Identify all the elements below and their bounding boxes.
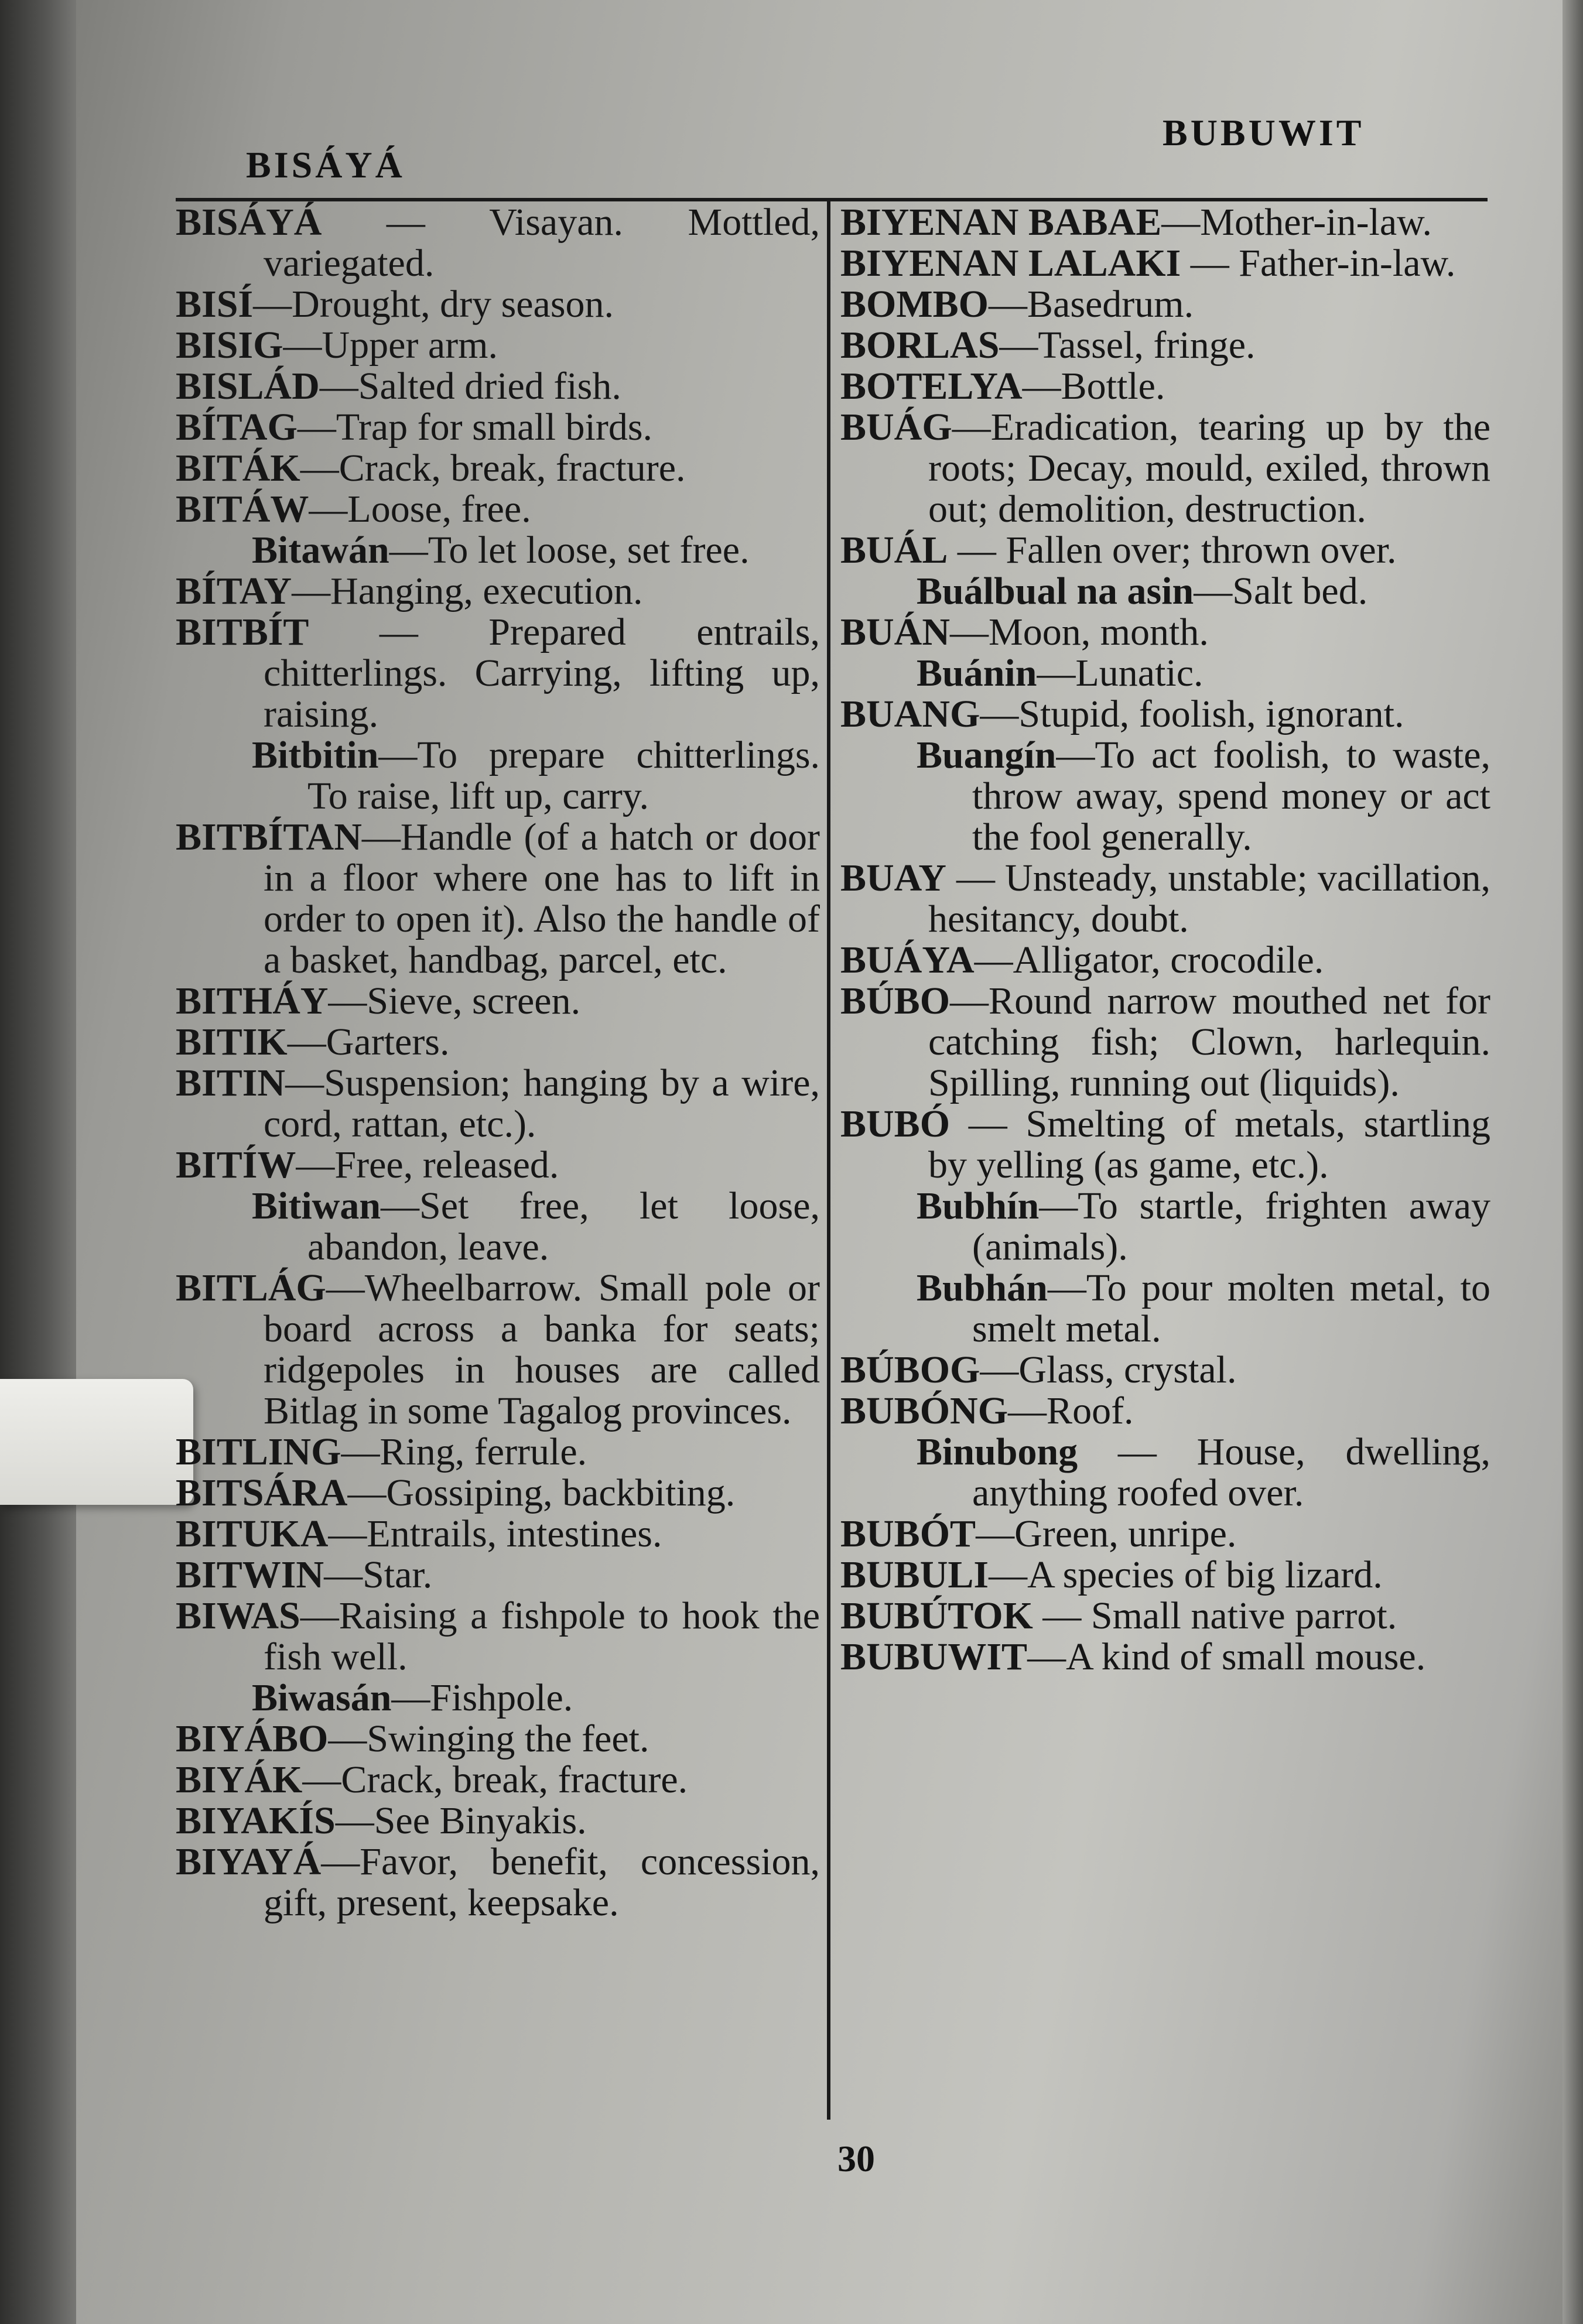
- sub-entry: [840, 571, 1490, 612]
- headword: BOTELYA: [840, 365, 1023, 408]
- dictionary-entry: [176, 1596, 820, 1678]
- definition: —Wheelbarrow. Small pole or board across a banka for seats; ridgepoles in houses are called Bitlag in some Tagalog provinces.: [264, 1267, 820, 1432]
- dictionary-entry: [840, 202, 1490, 243]
- headword: Bitawán: [252, 529, 389, 571]
- headword: Buálbual na asin: [917, 570, 1194, 612]
- headword: BÍTAG: [176, 406, 298, 449]
- dictionary-entry: [840, 1104, 1490, 1186]
- definition: —Drought, dry season.: [253, 283, 614, 326]
- headword: BUBÓ: [840, 1103, 951, 1145]
- dictionary-entry: [176, 1145, 820, 1186]
- dictionary-entry: [840, 325, 1490, 366]
- dictionary-entry: [176, 1760, 820, 1801]
- definition: —Mother-in-law.: [1161, 201, 1432, 244]
- sub-entry: [840, 735, 1490, 858]
- right-column: [840, 202, 1490, 1678]
- definition: —Roof.: [1008, 1389, 1134, 1432]
- dictionary-entry: [176, 1555, 820, 1596]
- dictionary-entry: [176, 284, 820, 325]
- definition: —Alligator, crocodile.: [974, 939, 1324, 981]
- definition: —To prepare chitterlings. To raise, lift up, carry.: [307, 734, 820, 817]
- dictionary-entry: [176, 1514, 820, 1555]
- sub-entry: [176, 1678, 820, 1719]
- dictionary-entry: [840, 366, 1490, 407]
- headword: BÚBOG: [840, 1348, 980, 1391]
- dictionary-entry: [176, 981, 820, 1022]
- definition: —Trap for small birds.: [297, 406, 653, 449]
- dictionary-entry: [176, 202, 820, 284]
- dictionary-entry: [176, 1842, 820, 1923]
- sub-entry: [840, 1432, 1490, 1514]
- headword: Bubhín: [917, 1185, 1040, 1227]
- bookmark-tab: [0, 1379, 193, 1505]
- headword: BÚBO: [840, 980, 951, 1022]
- headword: BUÁG: [840, 406, 952, 449]
- dictionary-entry: [840, 1596, 1490, 1637]
- sub-entry: [840, 653, 1490, 694]
- headword: Bitbitin: [252, 734, 379, 776]
- dictionary-entry: [840, 530, 1490, 571]
- definition: —To act foolish, to waste, throw away, spend money or act the fool generally.: [972, 734, 1490, 858]
- headword: BITWIN: [176, 1553, 324, 1596]
- dictionary-entry: [840, 284, 1490, 325]
- dictionary-entry: [840, 612, 1490, 653]
- headword: BISÍ: [176, 283, 254, 326]
- book-spine-shadow: [0, 0, 76, 2324]
- definition: —Handle (of a hatch or door in a floor where one has to lift in order to open it). Also the handle of a basket, handbag, parcel, etc.: [264, 816, 820, 981]
- definition: —Tassel, fringe.: [999, 324, 1256, 367]
- headword: BUANG: [840, 693, 980, 735]
- headword: BISIG: [176, 324, 283, 367]
- headword: BITLING: [176, 1430, 341, 1473]
- headword: BITÍW: [176, 1144, 296, 1186]
- definition: —Salted dried fish.: [319, 365, 621, 408]
- definition: —Garters.: [287, 1021, 450, 1063]
- headword: BUÁYA: [840, 939, 975, 981]
- definition: — Fallen over; thrown over.: [948, 529, 1397, 571]
- definition: —Eradication, tearing up by the roots; Decay, mould, exiled, thrown out; demolition, destruction.: [928, 406, 1490, 530]
- headword: BÍTAY: [176, 570, 292, 612]
- definition: — Small native parrot.: [1032, 1594, 1397, 1637]
- headword: Binubong: [917, 1430, 1078, 1473]
- definition: —To let loose, set free.: [389, 529, 750, 571]
- headword: BOMBO: [840, 283, 989, 326]
- running-head-right: BUBUWIT: [1163, 112, 1365, 153]
- headword: BIYÁBO: [176, 1717, 329, 1760]
- definition: —Loose, free.: [309, 488, 531, 530]
- dictionary-entry: [840, 1514, 1490, 1555]
- definition: —Swinging the feet.: [328, 1717, 649, 1760]
- dictionary-entry: [176, 1719, 820, 1760]
- headword: BIWAS: [176, 1594, 300, 1637]
- definition: —Gossiping, backbiting.: [347, 1471, 736, 1514]
- headword: BUBUWIT: [840, 1635, 1028, 1678]
- headword: BIYENAN LALAKI: [840, 242, 1181, 285]
- sub-entry: [176, 735, 820, 817]
- definition: —Crack, break, fracture.: [300, 447, 686, 490]
- headword: BITBÍTAN: [176, 816, 362, 858]
- dictionary-entry: [840, 1555, 1490, 1596]
- definition: —Basedrum.: [989, 283, 1194, 326]
- definition: —Crack, break, fracture.: [302, 1758, 688, 1801]
- column-rule: [827, 199, 830, 2120]
- headword: BITÁK: [176, 447, 300, 490]
- running-head-left: BISÁYÁ: [246, 144, 405, 186]
- dictionary-entry: [840, 1350, 1490, 1391]
- headword: BITUKA: [176, 1512, 329, 1555]
- dictionary-entry: [176, 366, 820, 407]
- definition: —To pour molten metal, to smelt metal.: [972, 1267, 1490, 1350]
- headword: BUBÓT: [840, 1512, 976, 1555]
- definition: — Unsteady, unstable; vacillation, hesitancy, doubt.: [928, 857, 1490, 940]
- dictionary-entry: [176, 1473, 820, 1514]
- dictionary-entry: [176, 407, 820, 448]
- dictionary-entry: [176, 1801, 820, 1842]
- definition: —Set free, let loose, abandon, leave.: [307, 1185, 820, 1268]
- sub-entry: [176, 530, 820, 571]
- headword: BIYAKÍS: [176, 1799, 336, 1842]
- definition: —Entrails, intestines.: [328, 1512, 662, 1555]
- headword: BUBÓNG: [840, 1389, 1008, 1432]
- left-column: [176, 202, 820, 1923]
- headword: BITHÁY: [176, 980, 329, 1022]
- definition: —A species of big lizard.: [989, 1553, 1383, 1596]
- headword: BISLÁD: [176, 365, 320, 408]
- dictionary-entry: [176, 448, 820, 489]
- definition: —Round narrow mouthed net for catching fish; Clown, harlequin. Spilling, running out (liquids).: [928, 980, 1490, 1104]
- definition: —Favor, benefit, concession, gift, present, keepsake.: [264, 1840, 820, 1924]
- dictionary-entry: [840, 694, 1490, 735]
- headword: Biwasán: [252, 1676, 392, 1719]
- definition: —Salt bed.: [1194, 570, 1368, 612]
- definition: —To startle, frighten away (animals).: [972, 1185, 1490, 1268]
- sub-entry: [840, 1186, 1490, 1268]
- definition: —Upper arm.: [283, 324, 498, 367]
- page-edge-shadow: [1563, 0, 1583, 2324]
- headword: BIYENAN BABAE: [840, 201, 1162, 244]
- headword: Buangín: [917, 734, 1057, 776]
- definition: —Hanging, execution.: [292, 570, 643, 612]
- definition: — House, dwelling, anything roofed over.: [972, 1430, 1490, 1514]
- headword: BORLAS: [840, 324, 1000, 367]
- page-number: 30: [837, 2138, 875, 2179]
- headword: BITLÁG: [176, 1267, 326, 1309]
- definition: —Stupid, foolish, ignorant.: [980, 693, 1404, 735]
- dictionary-entry: [176, 817, 820, 981]
- headword: BITBÍT: [176, 611, 309, 653]
- headword: BUBÚTOK: [840, 1594, 1033, 1637]
- dictionary-entry: [176, 571, 820, 612]
- dictionary-entry: [840, 981, 1490, 1104]
- headword: BUÁN: [840, 611, 951, 653]
- definition: —Green, unripe.: [976, 1512, 1237, 1555]
- headword: BISÁYÁ: [176, 201, 322, 244]
- definition: —Ring, ferrule.: [341, 1430, 587, 1473]
- headword: BUÁL: [840, 529, 948, 571]
- headword: BIYAYÁ: [176, 1840, 322, 1883]
- dictionary-entry: [840, 1391, 1490, 1432]
- dictionary-entry: [176, 325, 820, 366]
- definition: —Star.: [324, 1553, 433, 1596]
- dictionary-entry: [176, 1063, 820, 1145]
- dictionary-entry: [176, 1022, 820, 1063]
- dictionary-entry: [840, 940, 1490, 981]
- dictionary-entry: [840, 858, 1490, 940]
- dictionary-entry: [176, 1268, 820, 1432]
- definition: —See Binyakis.: [335, 1799, 587, 1842]
- definition: — Prepared entrails, chitterlings. Carrying, lifting up, raising.: [264, 611, 820, 735]
- definition: —Fishpole.: [391, 1676, 573, 1719]
- definition: — Father-in-law.: [1181, 242, 1456, 285]
- sub-entry: [840, 1268, 1490, 1350]
- headword: Bubhán: [917, 1267, 1048, 1309]
- headword: Buánin: [917, 652, 1037, 694]
- definition: — Visayan. Mottled, variegated.: [264, 201, 820, 285]
- definition: —Glass, crystal.: [980, 1348, 1237, 1391]
- definition: —A kind of small mouse.: [1027, 1635, 1426, 1678]
- headword: BITIN: [176, 1062, 286, 1104]
- headword: BITSÁRA: [176, 1471, 348, 1514]
- headword: Bitiwan: [252, 1185, 381, 1227]
- definition: —Sieve, screen.: [328, 980, 581, 1022]
- headword: BUAY: [840, 857, 946, 899]
- headword: BIYÁK: [176, 1758, 303, 1801]
- definition: —Free, released.: [296, 1144, 559, 1186]
- headword: BITIK: [176, 1021, 288, 1063]
- definition: —Suspension; hanging by a wire, cord, rattan, etc.).: [264, 1062, 820, 1145]
- sub-entry: [176, 1186, 820, 1268]
- dictionary-entry: [840, 407, 1490, 530]
- dictionary-entry: [176, 1432, 820, 1473]
- dictionary-entry: [176, 612, 820, 735]
- definition: —Raising a fishpole to hook the fish well.: [264, 1594, 820, 1678]
- headword: BITÁW: [176, 488, 309, 530]
- definition: —Moon, month.: [950, 611, 1209, 653]
- dictionary-entry: [176, 489, 820, 530]
- dictionary-entry: [840, 1637, 1490, 1678]
- dictionary-entry: [840, 243, 1490, 284]
- definition: —Bottle.: [1022, 365, 1165, 408]
- definition: — Smelting of metals, startling by yelling (as game, etc.).: [928, 1103, 1490, 1186]
- headword: BUBULI: [840, 1553, 989, 1596]
- definition: —Lunatic.: [1037, 652, 1204, 694]
